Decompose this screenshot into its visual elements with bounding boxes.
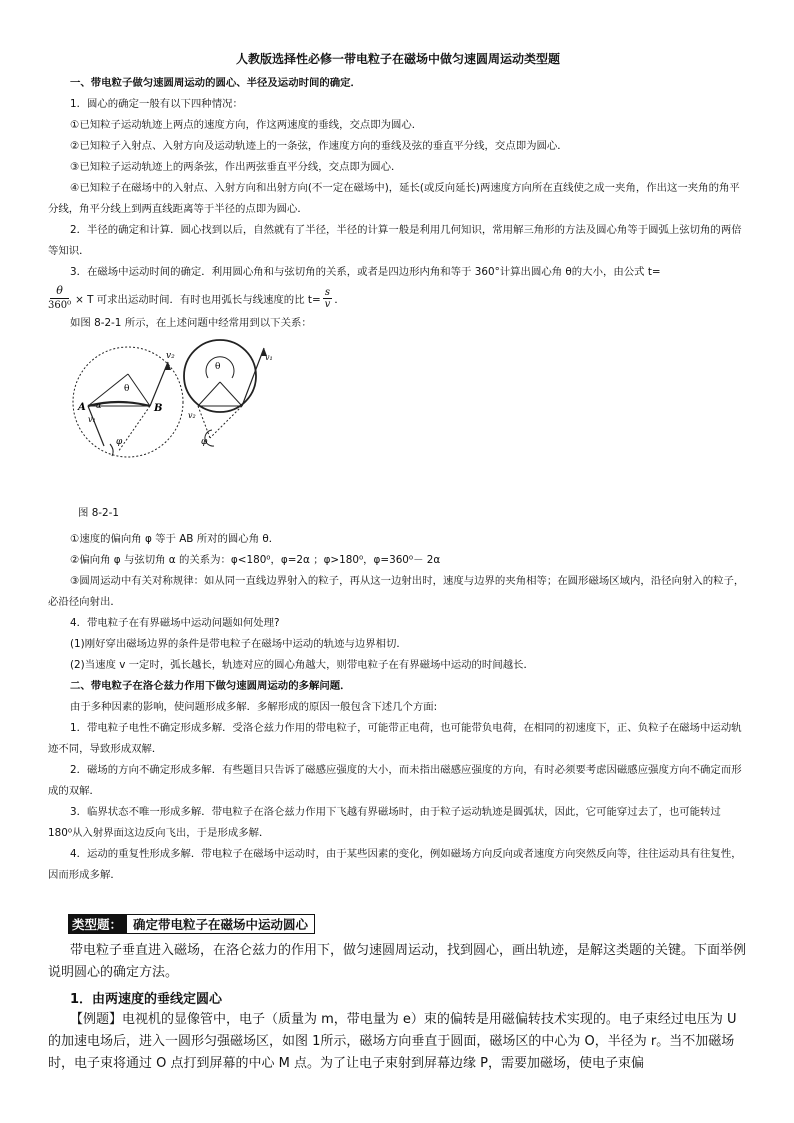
label-v1-right: v₁	[265, 353, 273, 362]
label-theta: θ	[124, 384, 130, 394]
label-b: B	[154, 403, 163, 414]
label-v1: v₁	[88, 415, 96, 424]
type-intro: 带电粒子垂直进入磁场，在洛仑兹力的作用下，做匀速圆周运动，找到圆心，画出轨迹，是解这类题的关键。下面举例说明圆心的确定方法。	[48, 943, 747, 980]
paragraph: 2．磁场的方向不确定形成多解．有些题目只告诉了磁感应强度的大小，而未指出磁感应强度的方向，有时必须要考虑因磁感应强度方向不确定而形成的双解．	[48, 764, 742, 797]
paragraph: ②偏向角 φ 与弦切角 α 的关系为：φ<180⁰，φ=2α ；φ>180⁰，φ=360⁰－ 2α	[70, 554, 441, 566]
paragraph: 1．圆心的确定一般有以下四种情况：	[70, 98, 243, 110]
formula-text: × T 可求出运动时间．有时也用弧长与线速度的比 t=	[75, 293, 321, 306]
label-theta-right: θ	[215, 362, 221, 372]
subheading: 1．由两速度的垂线定圆心	[70, 992, 223, 1007]
example-text: 【例题】电视机的显像管中，电子（质量为 m，带电量为 e）束的偏转是用磁偏转技术实现的。电子束经过电压为 U 的加速电场后，进入一圆形匀强磁场区，如图 1所示，磁场方向垂直于圆面，磁场区的中心为 O，半径为 r。当不加磁场时，电子束将通过 O 点打到屏幕的中心 M 点。为了让电子束射到屏幕边缘 P，需要加磁场，使电子束偏	[48, 1012, 737, 1071]
label-phi: φ	[116, 437, 123, 447]
document-title: 人教版选择性必修一带电粒子在磁场中做匀速圆周运动类型题	[235, 52, 560, 66]
paragraph: ③已知粒子运动轨迹上的两条弦，作出两弦垂直平分线，交点即为圆心．	[70, 161, 402, 173]
paragraph: ①速度的偏向角 φ 等于 AB 所对的圆心角 θ．	[70, 533, 280, 545]
paragraph: 2．半径的确定和计算．圆心找到以后，自然就有了半径，半径的计算一般是利用几何知识，常用解三角形的方法及圆心角等于圆弧上弦切角的两倍等知识．	[48, 224, 742, 257]
extension-line	[118, 406, 150, 452]
label-v2: v₂	[166, 351, 175, 361]
velocity-v2	[150, 362, 168, 406]
radius-line	[128, 374, 150, 406]
paragraph: 3．在磁场中运动时间的确定．利用圆心角和与弦切角的关系，或者是四边形内角和等于 360°计算出圆心角 θ的大小，由公式 t=	[70, 266, 661, 278]
section-1-heading: 一、带电粒子做匀速圆周运动的圆心、半径及运动时间的确定．	[70, 77, 361, 89]
paragraph: (2)当速度 v 一定时，弧长越长，轨迹对应的圆心角越大，则带电粒子在有界磁场中运动的时间越长．	[70, 659, 534, 671]
paragraph: 4．带电粒子在有界磁场中运动问题如何处理?	[70, 617, 280, 629]
fraction-denominator: 360⁰	[48, 299, 72, 311]
document-page	[48, 50, 748, 1075]
fraction-numerator: θ	[50, 284, 69, 299]
label-v2-right: v₂	[188, 411, 196, 420]
paragraph: 3．临界状态不唯一形成多解．带电粒子在洛仑兹力作用下飞越有界磁场时，由于粒子运动轨迹是圆弧状，因此，它可能穿过去了，也可能转过 180⁰从入射界面这边反向飞出，于是形成多解．	[48, 806, 721, 839]
paragraph: 1．带电粒子电性不确定形成多解．受洛仑兹力作用的带电粒子，可能带正电荷，也可能带负电荷，在相同的初速度下，正、负粒子在磁场中运动轨迹不同，导致形成双解．	[48, 722, 742, 755]
type-heading	[68, 914, 748, 934]
paragraph: 如图 8-2-1 所示，在上述问题中经常用到以下关系：	[70, 317, 312, 329]
trajectory-circle-right	[184, 340, 256, 412]
fraction-numerator: s	[324, 286, 331, 298]
paragraph: ①已知粒子运动轨迹上两点的速度方向，作这两速度的垂线，交点即为圆心．	[70, 119, 423, 131]
paragraph: ②已知粒子入射点、入射方向及运动轨迹上的一条弦，作速度方向的垂线及弦的垂直平分线，交点即为圆心．	[70, 140, 568, 152]
radius-line	[198, 382, 220, 406]
fraction-s-over-v	[323, 287, 333, 310]
paragraph: 4．运动的重复性形成多解．带电粒子在磁场中运动时，由于某些因素的变化，例如磁场方向反向或者速度方向突然反向等，往往运动具有往复性，因而形成多解．	[48, 848, 742, 881]
type-tag: 类型题：	[68, 914, 126, 934]
velocity-v1-right	[242, 348, 264, 406]
fraction-denominator: v	[324, 298, 331, 310]
radius-line	[220, 382, 242, 406]
fraction-theta-over-360	[48, 284, 71, 313]
motion-diagram	[68, 334, 308, 504]
label-a: A	[78, 402, 86, 413]
formula-end: ．	[334, 293, 345, 306]
paragraph: 由于多种因素的影响，使问题形成多解．多解形成的原因一般包含下述几个方面:	[70, 701, 438, 713]
section-2-heading: 二、带电粒子在洛仑兹力作用下做匀速圆周运动的多解问题．	[70, 680, 351, 692]
label-alpha: α	[96, 401, 102, 410]
figure-8-2-1	[48, 334, 748, 504]
paragraph: ③圆周运动中有关对称规律：如从同一直线边界射入的粒子，再从这一边射出时，速度与边界的夹角相等；在圆形磁场区域内，沿径向射入的粒子，必沿径向射出．	[48, 575, 745, 608]
type-title: 确定带电粒子在磁场中运动圆心	[126, 914, 315, 934]
paragraph: (1)刚好穿出磁场边界的条件是带电粒子在磁场中运动的轨迹与边界相切．	[70, 638, 407, 650]
figure-caption: 图 8-2-1	[78, 507, 120, 519]
velocity-v1	[88, 406, 104, 446]
label-phi-right: φ	[201, 437, 208, 447]
paragraph: ④已知粒子在磁场中的入射点、入射方向和出射方向(不一定在磁场中)，延长(或反向延长)两速度方向所在直线使之成一夹角，作出这一夹角的角平分线，角平分线上到两直线距离等于半径的点即为圆心．	[48, 182, 740, 215]
time-formula	[48, 283, 748, 313]
